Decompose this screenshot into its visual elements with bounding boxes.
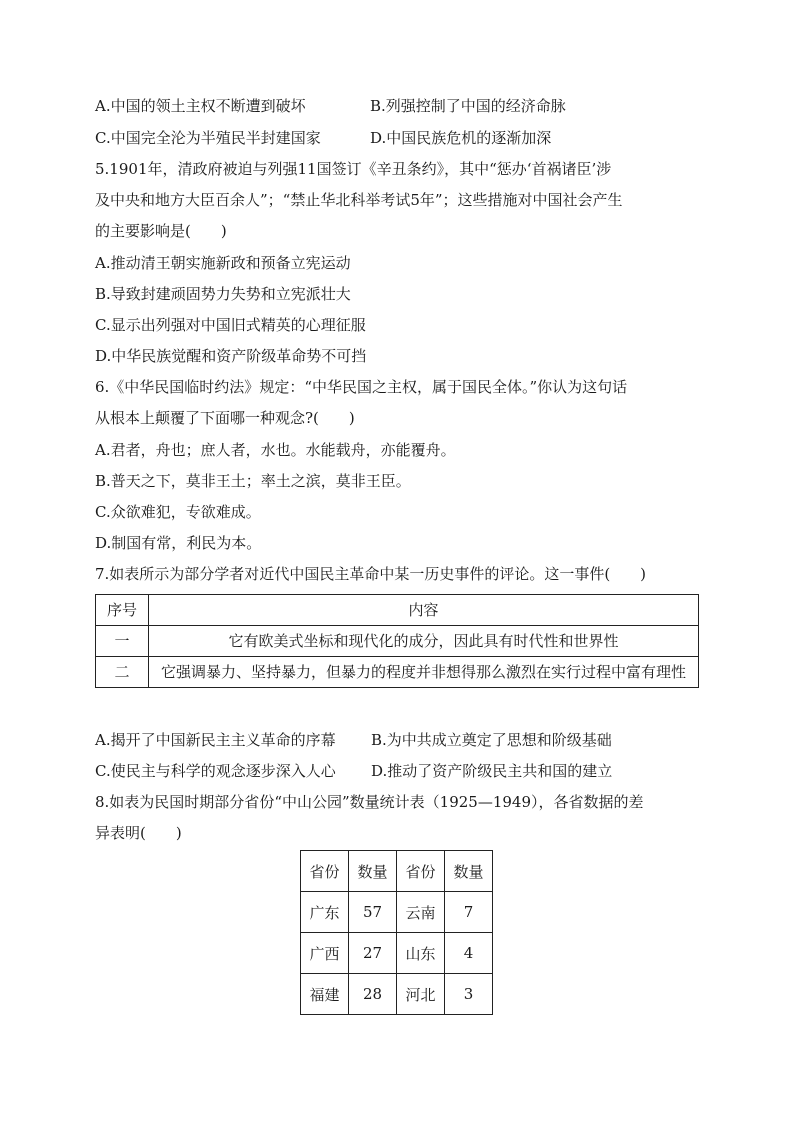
q7-option-d: D.推动了资产阶级民主共和国的建立 — [371, 762, 613, 780]
q6-option-b: B.普天之下，莫非王土；率土之滨，莫非王臣。 — [95, 472, 411, 490]
q5-option-c: C.显示出列强对中国旧式精英的心理征服 — [95, 316, 366, 334]
table-cell: 二 — [96, 657, 149, 688]
q6-option-d: D.制国有常，利民为本。 — [95, 534, 262, 552]
table-cell: 27 — [349, 933, 397, 974]
table-cell: 河北 — [397, 974, 445, 1015]
table-header-cell: 省份 — [397, 851, 445, 892]
q7-table — [95, 594, 699, 688]
q4-option-c: C.中国完全沦为半殖民半封建国家 — [95, 129, 321, 147]
q4-option-d: D.中国民族危机的逐渐加深 — [370, 129, 552, 147]
table-cell: 57 — [349, 892, 397, 933]
table-header-cell: 序号 — [96, 595, 149, 626]
table-cell: 云南 — [397, 892, 445, 933]
table-cell: 7 — [445, 892, 493, 933]
q6-option-c: C.众欲难犯，专欲难成。 — [95, 503, 261, 521]
table-header-row — [96, 595, 699, 626]
q7-option-c: C.使民主与科学的观念逐步深入人心 — [95, 762, 336, 780]
table-cell: 广东 — [301, 892, 349, 933]
table-cell: 广西 — [301, 933, 349, 974]
q6-option-a: A.君者，舟也；庶人者，水也。水能载舟，亦能覆舟。 — [95, 441, 456, 459]
table-header-row — [301, 851, 493, 892]
q5-stem-line2: 及中央和地方大臣百余人”；“禁止华北科举考试5年”；这些措施对中国社会产生 — [95, 191, 623, 209]
table-cell: 它有欧美式坐标和现代化的成分，因此具有时代性和世界性 — [149, 626, 699, 657]
table-cell: 28 — [349, 974, 397, 1015]
table-header-cell: 数量 — [349, 851, 397, 892]
q7-option-b: B.为中共成立奠定了思想和阶级基础 — [371, 731, 612, 749]
table-cell: 3 — [445, 974, 493, 1015]
table-cell: 它强调暴力、坚持暴力，但暴力的程度并非想得那么激烈在实行过程中富有理性 — [149, 657, 699, 688]
table-cell: 一 — [96, 626, 149, 657]
table-header-cell: 省份 — [301, 851, 349, 892]
q5-option-b: B.导致封建顽固势力失势和立宪派壮大 — [95, 285, 351, 303]
table-row — [301, 974, 493, 1015]
q5-option-a: A.推动清王朝实施新政和预备立宪运动 — [95, 254, 351, 272]
table-row — [96, 657, 699, 688]
q7-stem: 7.如表所示为部分学者对近代中国民主革命中某一历史事件的评论。这一事件( ) — [95, 565, 647, 583]
table-header-cell: 内容 — [149, 595, 699, 626]
table-cell: 山东 — [397, 933, 445, 974]
q8-stem-line1: 8.如表为民国时期部分省份“中山公园”数量统计表（1925—1949），各省数据的差 — [95, 793, 644, 811]
q6-stem-line2: 从根本上颠覆了下面哪一种观念?( ) — [95, 409, 355, 427]
q4-option-b: B.列强控制了中国的经济命脉 — [370, 97, 566, 115]
table-cell: 福建 — [301, 974, 349, 1015]
table-row — [301, 933, 493, 974]
q7-option-a: A.揭开了中国新民主主义革命的序幕 — [95, 731, 336, 749]
table-row — [301, 892, 493, 933]
q4-option-a: A.中国的领土主权不断遭到破坏 — [95, 97, 306, 115]
table-header-cell: 数量 — [445, 851, 493, 892]
q5-stem-line1: 5.1901年，清政府被迫与列强11国签订《辛丑条约》，其中“惩办‘首祸诸臣’涉 — [95, 160, 612, 178]
q8-stem-line2: 异表明( ) — [95, 824, 182, 842]
q8-table — [300, 850, 493, 1015]
table-cell: 4 — [445, 933, 493, 974]
table-row — [96, 626, 699, 657]
q6-stem-line1: 6.《中华民国临时约法》规定：“中华民国之主权，属于国民全体。”你认为这句话 — [95, 378, 628, 396]
q5-option-d: D.中华民族觉醒和资产阶级革命势不可挡 — [95, 347, 367, 365]
q5-stem-line3: 的主要影响是( ) — [95, 222, 227, 240]
